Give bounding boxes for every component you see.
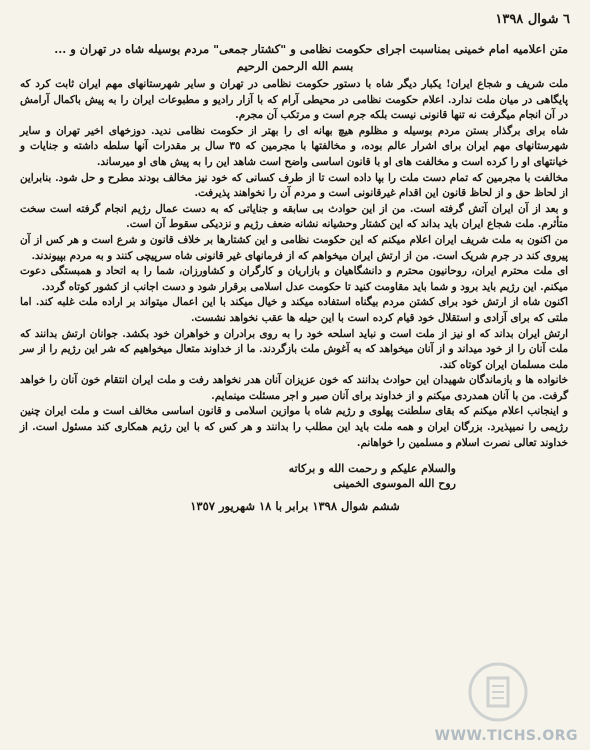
body-paragraph: ملت شریف و شجاع ایران! یکبار دیگر شاه با دستور حکومت نظامی در تهران و سایر شهرستانهای مهم ایران ثابت کرد که پایگاهی در میان ملت ندارد. اعلام حکومت نظامی در محیطی آرام که با آزار رادیو و مطبوعات ایران را به پیش باکمال آرامش در آن انجام میگرفت نه تنها قانونی نیست بلکه جرم است و مرتکب آن مجرم. xyxy=(20,78,568,122)
body-paragraph: و اینجانب اعلام میکنم که بقای سلطنت پهلوی و رژیم شاه با موازین اسلامی و قانون اساسی مخالف است و ملت ایران چنین رژیمی را نمیپذیرد. بزرگان ایران و همه ملت باید این مطلب را بدانند و هر کس که با این رژیم همکاری کند مسئول است. از خداوند تعالی نصرت اسلام و مسلمین را خواهانم. xyxy=(20,405,568,449)
body-paragraph: اکنون شاه از ارتش خود برای کشتن مردم بیگناه استفاده میکند و خیال میکند با این اعمال میتواند بر اراده ملت غلبه کند. اما ملتی که برای آزادی و استقلال خود قیام کرده است با این حیله ها عقب نخواهد نشست. xyxy=(20,296,568,324)
body-paragraph: ارتش ایران بداند که او نیز از ملت است و نباید اسلحه خود را به روی برادران و خواهران خود بکشد. جوانان ارتش بدانند که ملت آنان را از خود میداند و از آنان میخواهد که به آغوش ملت بازگردند. ما از خداوند متعال میخواهیم که شر این رژیم را از سر ملت مسلمان ایران کوتاه کند. xyxy=(20,327,568,371)
document-body xyxy=(20,77,568,451)
body-paragraph: من اکنون به ملت شریف ایران اعلام میکنم که این حکومت نظامی و این کشتارها بر خلاف قانون و شرع است و هر کس از آن پیروی کند در جرم شریک است. من از ارتش ایران میخواهم که از فرمانهای غیر قانونی شاه سرپیچی کنند و به مردم بپیوندند. xyxy=(20,233,568,262)
footer-date: ششم شوال ١٣٩٨ برابر با ١٨ شهریور ١٣٥٧ xyxy=(190,499,400,514)
closing-block xyxy=(14,461,456,491)
bismillah-line: بسم الله الرحمن الرحیم xyxy=(236,59,354,73)
body-paragraph: ای ملت محترم ایران، روحانیون محترم و دانشگاهیان و بازاریان و کارگران و کشاورزان، شما را به اتحاد و همبستگی دعوت میکنم. این رژیم باید برود و شما باید مقاومت کنید تا حکومت عدل اسلامی برقرار شود و دست اجانب از کشور کوتاه گردد. xyxy=(20,265,568,293)
body-paragraph: خانواده ها و بازماندگان شهیدان این حوادث بدانند که خون عزیزان آنان هدر نخواهد رفت و ملت ایران انتقام خون آنان را خواهد گرفت. من با آنان همدردی میکنم و از خداوند برای آنان صبر و اجر مسئلت مینمایم. xyxy=(20,374,568,402)
signature-name: روح الله الموسوی الخمینی xyxy=(333,477,456,491)
site-watermark: WWW.TICHS.ORG xyxy=(434,728,578,744)
body-paragraph: و بعد از آن ایران آتش گرفته است. من از این حوادث بی سابقه و جنایاتی که به دست عمال رژیم انجام گرفته است سخت متأثرم. ملت شجاع ایران باید بداند که این کشتار وحشیانه نشانه ضعف رژیم و نزدیکی سقوط آن است. xyxy=(20,202,568,231)
archive-logo-icon xyxy=(466,660,530,724)
body-paragraph: شاه برای برگذار بستن مردم بوسیله و مظلوم هیچ بهانه ای را بهتر از حکومت نظامی ندید. دوزخهای اخیر تهران و سایر شهرستانهای مهم ایران برای اشرار عالم بوده، و مخالفتها با مجرمین که ٣٥ سال بر مقدرات آنها سلطه داشته و جنایات و خیانتهای او را کرده است و مخالفت های او با قانون اساسی واضح است شاهد این را به پیش های او میرساند. xyxy=(20,124,569,168)
body-paragraph: مخالفت با مجرمین که تمام دست ملت را بپا داده است تا از طرف کسانی که خود نیز مخالف بودند مطرح و حل شود. بنابراین از لحاظ حق و از لحاظ قانون این اقدام غیرقانونی است و مردم آن را نخواهند پذیرفت. xyxy=(20,171,568,200)
closing-salutation: والسلام علیکم و رحمت الله و برکاته xyxy=(288,462,456,476)
document-title: متن اعلامیه امام خمینی بمناسبت اجرای حکومت نظامی و "کشتار جمعی" مردم بوسیله شاه در تهران و ... xyxy=(54,42,568,56)
header-date: ٦ شوال ١٣٩٨ xyxy=(495,12,570,27)
